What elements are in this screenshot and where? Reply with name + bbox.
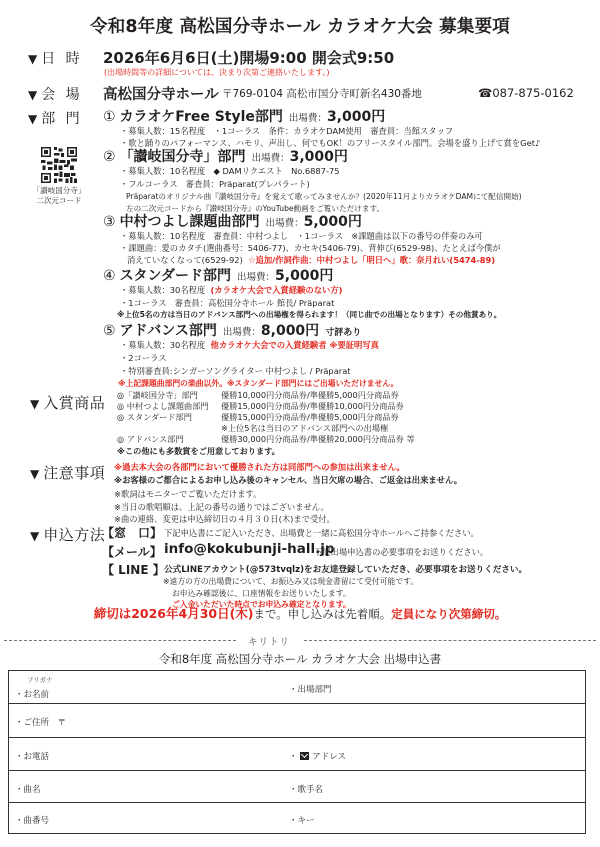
song-text: 消えていなくなって(6529-92) xyxy=(127,255,243,265)
category-name: 中村つよし課題曲部門 xyxy=(119,214,260,230)
bullet: ・ xyxy=(289,752,298,762)
category-number: ① xyxy=(103,109,116,125)
category-1-heading xyxy=(103,106,385,126)
category-4-detail xyxy=(120,284,342,296)
furigana-label: フリガナ xyxy=(27,676,53,684)
notes-label-text: 注意事項 xyxy=(43,464,106,482)
fee-note: 寸評あり xyxy=(325,328,362,338)
fee-label: 出場費： xyxy=(237,272,276,283)
datetime-label-text: 日 時 xyxy=(41,51,83,67)
qr-code-icon[interactable] xyxy=(41,147,77,183)
apply-email-link[interactable]: info@kokubunji-hall.jp xyxy=(164,541,335,557)
category-2-description: Präparatのオリジナル曲『讃岐国分寺』を覚えて歌ってみませんか？(2020年11月よりカラオケDAMにて配信開始) xyxy=(126,192,522,201)
fee-amount: 5,000円 xyxy=(303,214,362,230)
datetime-note: (出場時間等の詳細については、決まり次第ご連絡いたします。) xyxy=(104,68,330,77)
triangle-down-icon: ▼ xyxy=(30,397,40,411)
category-2-judge: ・フルコーラス 審査員：Präparat(プレパラート) xyxy=(120,179,310,189)
datetime-label xyxy=(28,48,83,68)
prize-category-4: ◎ アドバンス部門 xyxy=(117,434,184,444)
form-row-contact[interactable] xyxy=(9,738,585,771)
prize-note: ※上位5名は当日のアドバンス部門への出場権 xyxy=(221,423,389,433)
category-name: カラオケFree Style部門 xyxy=(119,109,283,125)
key-label: ・キー xyxy=(289,816,315,826)
prize-value-1: 優勝10,000円分商品券/準優勝5,000円分商品券 xyxy=(221,390,399,400)
apply-window-tag: 【窓 口】 xyxy=(102,526,163,540)
category-4-note: ※上位5名の方は当日のアドバンス部門への出場権を得られます！（同じ曲での出場となります）その他賞あり。 xyxy=(117,310,502,319)
remote-note-1: ※遠方の方の出場費について、お振込み又は現金書留にて受付可能です。 xyxy=(163,577,419,586)
name-label: ・お名前 xyxy=(15,690,50,700)
application-form xyxy=(8,670,586,834)
fee-label: 出場費： xyxy=(251,153,290,164)
category-field-label: ・出場部門 xyxy=(289,685,332,695)
deadline-line xyxy=(0,604,600,622)
eligibility-note: (カラオケ大会で入賞経験のない方) xyxy=(210,285,343,295)
song-title-label: ・曲名 xyxy=(15,785,41,795)
cut-line xyxy=(4,634,596,646)
recruit-text: ・募集人数：30名程度 xyxy=(120,285,206,295)
category-1-detail: ・募集人数：15名程度 ・1コーラス 条件：カラオケDAM使用 審査員：当館スタッフ xyxy=(120,126,454,136)
qr-caption-title: 「讃岐国分寺」 xyxy=(32,186,86,195)
category-5-restriction: ※上記課題曲部門の楽曲以外。※スタンダード部門にはご出場いただけません。 xyxy=(118,379,399,388)
mail-icon xyxy=(300,752,309,760)
apply-email-tag: 【メール】 xyxy=(102,545,162,559)
email-label-text: アドレス xyxy=(312,752,346,762)
apply-line-text: 公式LINEアカウント(@573tvqlz)をお友達登録していただき、必要事項をお送りください。 xyxy=(164,565,528,575)
qr-caption-sub: 二次元コード xyxy=(36,196,82,205)
deadline-capacity-note: 定員になり次第締切。 xyxy=(391,607,507,621)
page-title: 令和8年度 高松国分寺ホール カラオケ大会 募集要項 xyxy=(90,17,510,37)
category-3-detail: ・募集人数：10名程度 審査員：中村つよし ・1コーラス ※課題曲は以下の番号の伴奏のみ可 xyxy=(120,231,483,241)
category-name: スタンダード部門 xyxy=(119,268,232,284)
venue-address: 〒769-0104 高松市国分寺町新名430番地 xyxy=(222,88,422,100)
categories-label xyxy=(28,108,83,128)
category-1-description: ・歌と踊りのパフォーマンス、ハモリ、声出し、何でもOK！のフリースタイル部門。会場を盛り上げて賞をGet♪ xyxy=(120,138,541,148)
prize-category-3: ◎ スタンダード部門 xyxy=(117,412,192,422)
event-datetime: 2026年6月6日(土)開場9:00 開会式9:50 xyxy=(103,49,395,67)
venue-phone: ☎087-875-0162 xyxy=(478,86,574,100)
apply-label-text: 申込方法 xyxy=(43,526,106,544)
fee-label: 出場費： xyxy=(265,218,304,229)
remote-note-3: ご入金いただいた時点でお申込み確定となります。 xyxy=(172,600,351,609)
apply-label xyxy=(30,524,105,545)
cut-label: キリトリ xyxy=(248,637,291,648)
category-5-heading xyxy=(103,320,361,340)
venue-label xyxy=(28,84,83,104)
fee-amount: 3,000円 xyxy=(289,149,348,165)
added-song-note: ☆追加/作詞作曲：中村つよし「明日へ」歌：奈月れい(5474-89) xyxy=(248,255,496,265)
recruit-text: ・募集人数：30名程度 xyxy=(120,340,206,350)
form-row-song-number[interactable] xyxy=(9,803,585,834)
triangle-down-icon: ▼ xyxy=(28,112,38,126)
fee-amount: 5,000円 xyxy=(275,268,334,284)
triangle-down-icon: ▼ xyxy=(28,52,38,66)
form-title: 令和8年度 高松国分寺ホール カラオケ大会 出場申込書 xyxy=(158,652,442,666)
category-4-heading xyxy=(103,265,333,285)
prize-value-4: 優勝30,000円分商品券/準優勝20,000円分商品券 等 xyxy=(221,434,415,444)
category-number: ⑤ xyxy=(103,323,116,339)
note-2: ※お客様のご都合によるお申し込み後のキャンセル、当日欠席の場合、ご返金は出来ません。 xyxy=(114,475,463,485)
song-number-label: ・曲番号 xyxy=(15,816,50,826)
remote-note-2: お申込み確認後に、口座情報をお送りいたします。 xyxy=(172,589,351,598)
fee-label: 出場費： xyxy=(222,327,261,338)
category-3-songs: ・課題曲：愛のカタチ(選曲番号：5406-77)、カセキ(5406-79)、背伸び(6529-98)、たとえば今僕が xyxy=(120,243,501,253)
prize-category-2: ◎ 中村つよし課題曲部門 xyxy=(117,401,209,411)
apply-email-text: 下記出場申込書の必要事項をお送りください。 xyxy=(314,547,489,557)
note-3: ※歌詞はモニターでご覧いただけます。 xyxy=(114,489,262,499)
notes-label xyxy=(30,462,105,483)
cut-dash-left xyxy=(4,640,236,641)
category-4-judge: ・1コーラス 審査員：高松国分寺ホール 館長/ Präparat xyxy=(120,298,335,308)
address-label: ・ご住所 〒 xyxy=(15,718,67,728)
category-5-chorus: ・2コーラス xyxy=(120,353,167,363)
category-number: ③ xyxy=(103,214,116,230)
prizes-label xyxy=(30,392,105,413)
category-2-heading xyxy=(103,146,348,166)
categories-label-text: 部 門 xyxy=(41,111,83,127)
category-3-heading xyxy=(103,211,362,231)
deadline-date: 締切は2026年4月30日(木) xyxy=(93,606,254,621)
fee-label: 出場費： xyxy=(288,113,327,124)
category-2-youtube-note: 左の二次元コードから『讃岐国分寺』のYouTube動画をご覧いただけます。 xyxy=(126,204,385,213)
triangle-down-icon: ▼ xyxy=(28,88,38,102)
prizes-footer: ※この他にも多数賞をご用意しております。 xyxy=(117,446,280,456)
category-5-judge: ・特別審査員:シンガーソングライター 中村つよし / Präparat xyxy=(120,366,351,376)
prize-value-2: 優勝15,000円分商品券/準優勝10,000円分商品券 xyxy=(221,401,404,411)
apply-window-text: 下記申込書にご記入いただき、出場費と一緒に高松国分寺ホールへご持参ください。 xyxy=(164,528,479,538)
apply-line-tag: 【 LINE 】 xyxy=(102,563,165,577)
prize-category-1: ◎「讃岐国分寺」部門 xyxy=(117,390,198,400)
category-2-detail: ・募集人数：10名程度 ◆ DAMリクエスト No.6887-75 xyxy=(120,166,340,176)
category-name: 「讃岐国分寺」部門 xyxy=(119,149,246,165)
singer-label: ・歌手名 xyxy=(289,785,324,795)
triangle-down-icon: ▼ xyxy=(30,467,40,481)
fee-amount: 3,000円 xyxy=(326,109,386,125)
category-number: ④ xyxy=(103,268,116,284)
eligibility-note: 他カラオケ大会での入賞経験者 ※要証明写真 xyxy=(210,340,379,350)
note-4: ※当日の歌唱順は、上記の番号の通りではございません。 xyxy=(114,502,329,512)
phone-label: ・お電話 xyxy=(15,752,50,762)
note-5: ※曲の連絡、変更は申込締切日の４月３０日(木)まで受付。 xyxy=(114,514,335,524)
venue-label-text: 会 場 xyxy=(41,87,83,103)
venue-name: 高松国分寺ホール xyxy=(103,87,219,103)
category-number: ② xyxy=(103,149,116,165)
prizes-label-text: 入賞商品 xyxy=(43,394,106,412)
deadline-text: まで。申し込みは先着順。 xyxy=(253,607,392,621)
form-row-name[interactable] xyxy=(9,671,585,704)
email-field-label xyxy=(289,750,346,762)
fee-amount: 8,000円 xyxy=(260,323,320,339)
prize-value-3: 優勝15,000円分商品券/準優勝5,000円分商品券 xyxy=(221,412,399,422)
form-row-song[interactable] xyxy=(9,771,585,803)
triangle-down-icon: ▼ xyxy=(30,529,40,543)
cut-dash-right xyxy=(304,640,596,641)
form-row-address[interactable] xyxy=(9,704,585,738)
note-1: ※過去本大会の各部門において優勝された方は同部門への参加は出来ません。 xyxy=(114,462,405,472)
category-5-detail xyxy=(120,339,379,351)
category-name: アドバンス部門 xyxy=(119,323,217,339)
